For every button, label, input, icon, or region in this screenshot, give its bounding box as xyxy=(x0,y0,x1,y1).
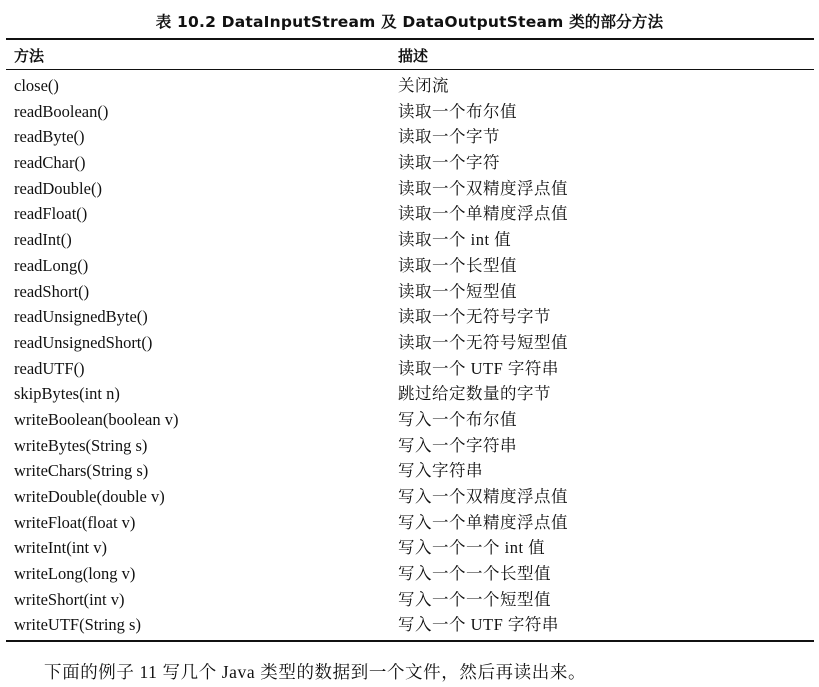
method-name: skipBytes(int n) xyxy=(14,384,120,404)
method-name: readChar() xyxy=(14,153,86,173)
method-name: readFloat() xyxy=(14,204,88,224)
method-description: 关闭流 xyxy=(398,76,449,95)
table-row xyxy=(0,73,819,99)
table-row xyxy=(0,561,819,587)
table-row xyxy=(0,433,819,459)
method-description: 读取一个字符 xyxy=(398,153,500,173)
table-row xyxy=(0,227,819,253)
method-description: 写入字符串 xyxy=(398,461,483,481)
method-name: readBoolean() xyxy=(14,101,109,121)
method-description: 写入一个字符串 xyxy=(398,435,517,455)
table-row xyxy=(0,407,819,433)
header-method: 方法 xyxy=(14,47,45,65)
method-name: readUTF() xyxy=(14,358,85,378)
method-description: 读取一个短型值 xyxy=(398,281,517,301)
method-description: 读取一个长型值 xyxy=(398,255,517,275)
method-description: 写入一个 UTF 字符串 xyxy=(398,615,559,635)
table-row xyxy=(0,381,819,407)
method-description: 写入一个一个 int 值 xyxy=(398,538,546,558)
table-row xyxy=(0,176,819,202)
table-row xyxy=(0,330,819,356)
table-row xyxy=(0,150,819,176)
method-name: writeDouble(double v) xyxy=(14,487,165,506)
table-row xyxy=(0,279,819,305)
method-name: writeShort(int v) xyxy=(14,589,125,609)
method-name: writeInt(int v) xyxy=(14,538,108,558)
method-description: 读取一个字节 xyxy=(398,127,500,147)
table-row xyxy=(0,458,819,484)
method-description: 读取一个 UTF 字符串 xyxy=(398,358,559,378)
method-description: 读取一个无符号短型值 xyxy=(398,332,568,352)
table-row xyxy=(0,510,819,536)
method-description: 读取一个双精度浮点值 xyxy=(398,178,568,198)
method-description: 写入一个双精度浮点值 xyxy=(398,487,568,506)
method-name: readUnsignedByte() xyxy=(14,307,148,327)
header-description: 描述 xyxy=(398,47,429,65)
method-name: writeBytes(String s) xyxy=(14,435,148,455)
method-description: 写入一个布尔值 xyxy=(398,409,517,429)
body-paragraph: 下面的例子 11 写几个 Java 类型的数据到一个文件，然后再读出来。 xyxy=(44,662,587,682)
table-bottom-rule xyxy=(6,640,814,642)
method-name: readShort() xyxy=(14,281,90,301)
table-row xyxy=(0,484,819,510)
method-name: readLong() xyxy=(14,255,89,275)
method-name: writeBoolean(boolean v) xyxy=(14,409,179,429)
method-description: 写入一个一个短型值 xyxy=(398,589,551,609)
method-name: writeLong(long v) xyxy=(14,564,136,584)
method-description: 写入一个单精度浮点值 xyxy=(398,512,568,532)
table-row xyxy=(0,99,819,125)
method-description: 读取一个 int 值 xyxy=(398,230,512,250)
table-header xyxy=(0,45,819,65)
table-row xyxy=(0,535,819,561)
table-row xyxy=(0,124,819,150)
method-description: 跳过给定数量的字节 xyxy=(398,384,551,404)
table-row xyxy=(0,587,819,613)
table-top-rule xyxy=(6,38,814,40)
method-description: 读取一个单精度浮点值 xyxy=(398,204,568,224)
method-name: readInt() xyxy=(14,230,72,250)
table-row xyxy=(0,304,819,330)
method-description: 读取一个无符号字节 xyxy=(398,307,551,327)
table-row xyxy=(0,356,819,382)
method-name: readDouble() xyxy=(14,178,102,198)
table-row xyxy=(0,612,819,638)
method-name: readByte() xyxy=(14,127,85,147)
table-row xyxy=(0,253,819,279)
method-name: writeChars(String s) xyxy=(14,461,149,481)
method-description: 读取一个布尔值 xyxy=(398,101,517,121)
table-body xyxy=(0,73,819,638)
table-caption: 表 10.2 DataInputStream 及 DataOutputSteam 类的部分方法 xyxy=(155,13,664,31)
method-name: readUnsignedShort() xyxy=(14,332,153,352)
method-name: writeUTF(String s) xyxy=(14,615,141,635)
method-name: writeFloat(float v) xyxy=(14,512,136,532)
table-row xyxy=(0,201,819,227)
table-header-rule xyxy=(6,69,814,70)
method-description: 写入一个一个长型值 xyxy=(398,564,551,584)
method-name: close() xyxy=(14,76,59,95)
